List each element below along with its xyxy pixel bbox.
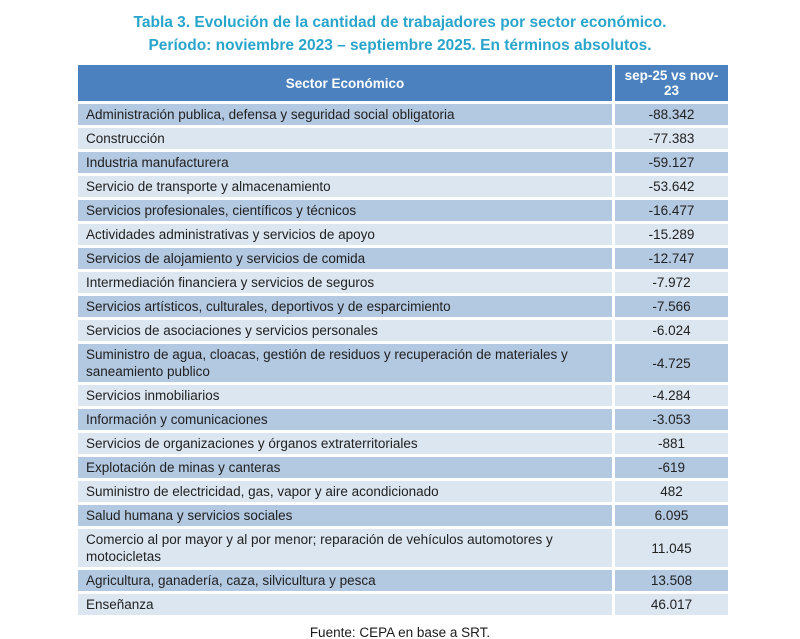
sector-cell: Industria manufacturera [77,151,614,175]
table-title-block [0,0,800,57]
value-cell: -53.642 [614,175,730,199]
value-cell: 482 [614,480,730,504]
sector-cell: Comercio al por mayor y al por menor; reparación de vehículos automotores y motocicletas [77,528,614,569]
table-row [77,408,730,432]
sector-cell: Suministro de electricidad, gas, vapor y aire acondicionado [77,480,614,504]
sector-cell: Servicios artísticos, culturales, deportivos y de esparcimiento [77,295,614,319]
sector-cell: Enseñanza [77,593,614,617]
value-cell: 46.017 [614,593,730,617]
sector-cell: Información y comunicaciones [77,408,614,432]
sector-cell: Servicios de alojamiento y servicios de comida [77,247,614,271]
table-row [77,480,730,504]
sector-cell: Salud humana y servicios sociales [77,504,614,528]
table-row [77,593,730,617]
column-header-value: sep-25 vs nov-23 [614,64,730,103]
sector-cell: Suministro de agua, cloacas, gestión de residuos y recuperación de materiales y saneamiento publico [77,343,614,384]
column-header-sector: Sector Económico [77,64,614,103]
value-cell: -7.566 [614,295,730,319]
table-row [77,504,730,528]
table-row [77,247,730,271]
sector-cell: Servicios profesionales, científicos y técnicos [77,199,614,223]
sector-cell: Servicio de transporte y almacenamiento [77,175,614,199]
table-row [77,175,730,199]
table-subtitle: Período: noviembre 2023 – septiembre 2025. En términos absolutos. [148,37,652,54]
source-note: Fuente: CEPA en base a SRT. [309,625,491,639]
table-row [77,319,730,343]
value-cell: -4.725 [614,343,730,384]
value-cell: -3.053 [614,408,730,432]
value-cell: -12.747 [614,247,730,271]
table-row [77,456,730,480]
value-cell: -59.127 [614,151,730,175]
value-cell: 11.045 [614,528,730,569]
table-row [77,127,730,151]
value-cell: -4.284 [614,384,730,408]
value-cell: -77.383 [614,127,730,151]
value-cell: -16.477 [614,199,730,223]
header-row [77,64,730,103]
value-cell: -881 [614,432,730,456]
workers-by-sector-table [75,62,731,618]
table-row [77,384,730,408]
table-row [77,432,730,456]
table-row [77,528,730,569]
table-row [77,271,730,295]
sector-cell: Servicios inmobiliarios [77,384,614,408]
sector-cell: Actividades administrativas y servicios de apoyo [77,223,614,247]
table-title: Tabla 3. Evolución de la cantidad de trabajadores por sector económico. [133,14,667,31]
sector-cell: Servicios de asociaciones y servicios personales [77,319,614,343]
sector-cell: Agricultura, ganadería, caza, silvicultura y pesca [77,569,614,593]
value-cell: -7.972 [614,271,730,295]
sector-cell: Construcción [77,127,614,151]
value-cell: -88.342 [614,103,730,127]
sector-cell: Intermediación financiera y servicios de seguros [77,271,614,295]
table-row [77,343,730,384]
value-cell: 6.095 [614,504,730,528]
value-cell: 13.508 [614,569,730,593]
table-row [77,223,730,247]
table-row [77,295,730,319]
sector-cell: Administración publica, defensa y seguridad social obligatoria [77,103,614,127]
value-cell: -6.024 [614,319,730,343]
sector-cell: Servicios de organizaciones y órganos extraterritoriales [77,432,614,456]
table-row [77,103,730,127]
table-row [77,199,730,223]
table-row [77,569,730,593]
value-cell: -619 [614,456,730,480]
sector-cell: Explotación de minas y canteras [77,456,614,480]
value-cell: -15.289 [614,223,730,247]
table-row [77,151,730,175]
